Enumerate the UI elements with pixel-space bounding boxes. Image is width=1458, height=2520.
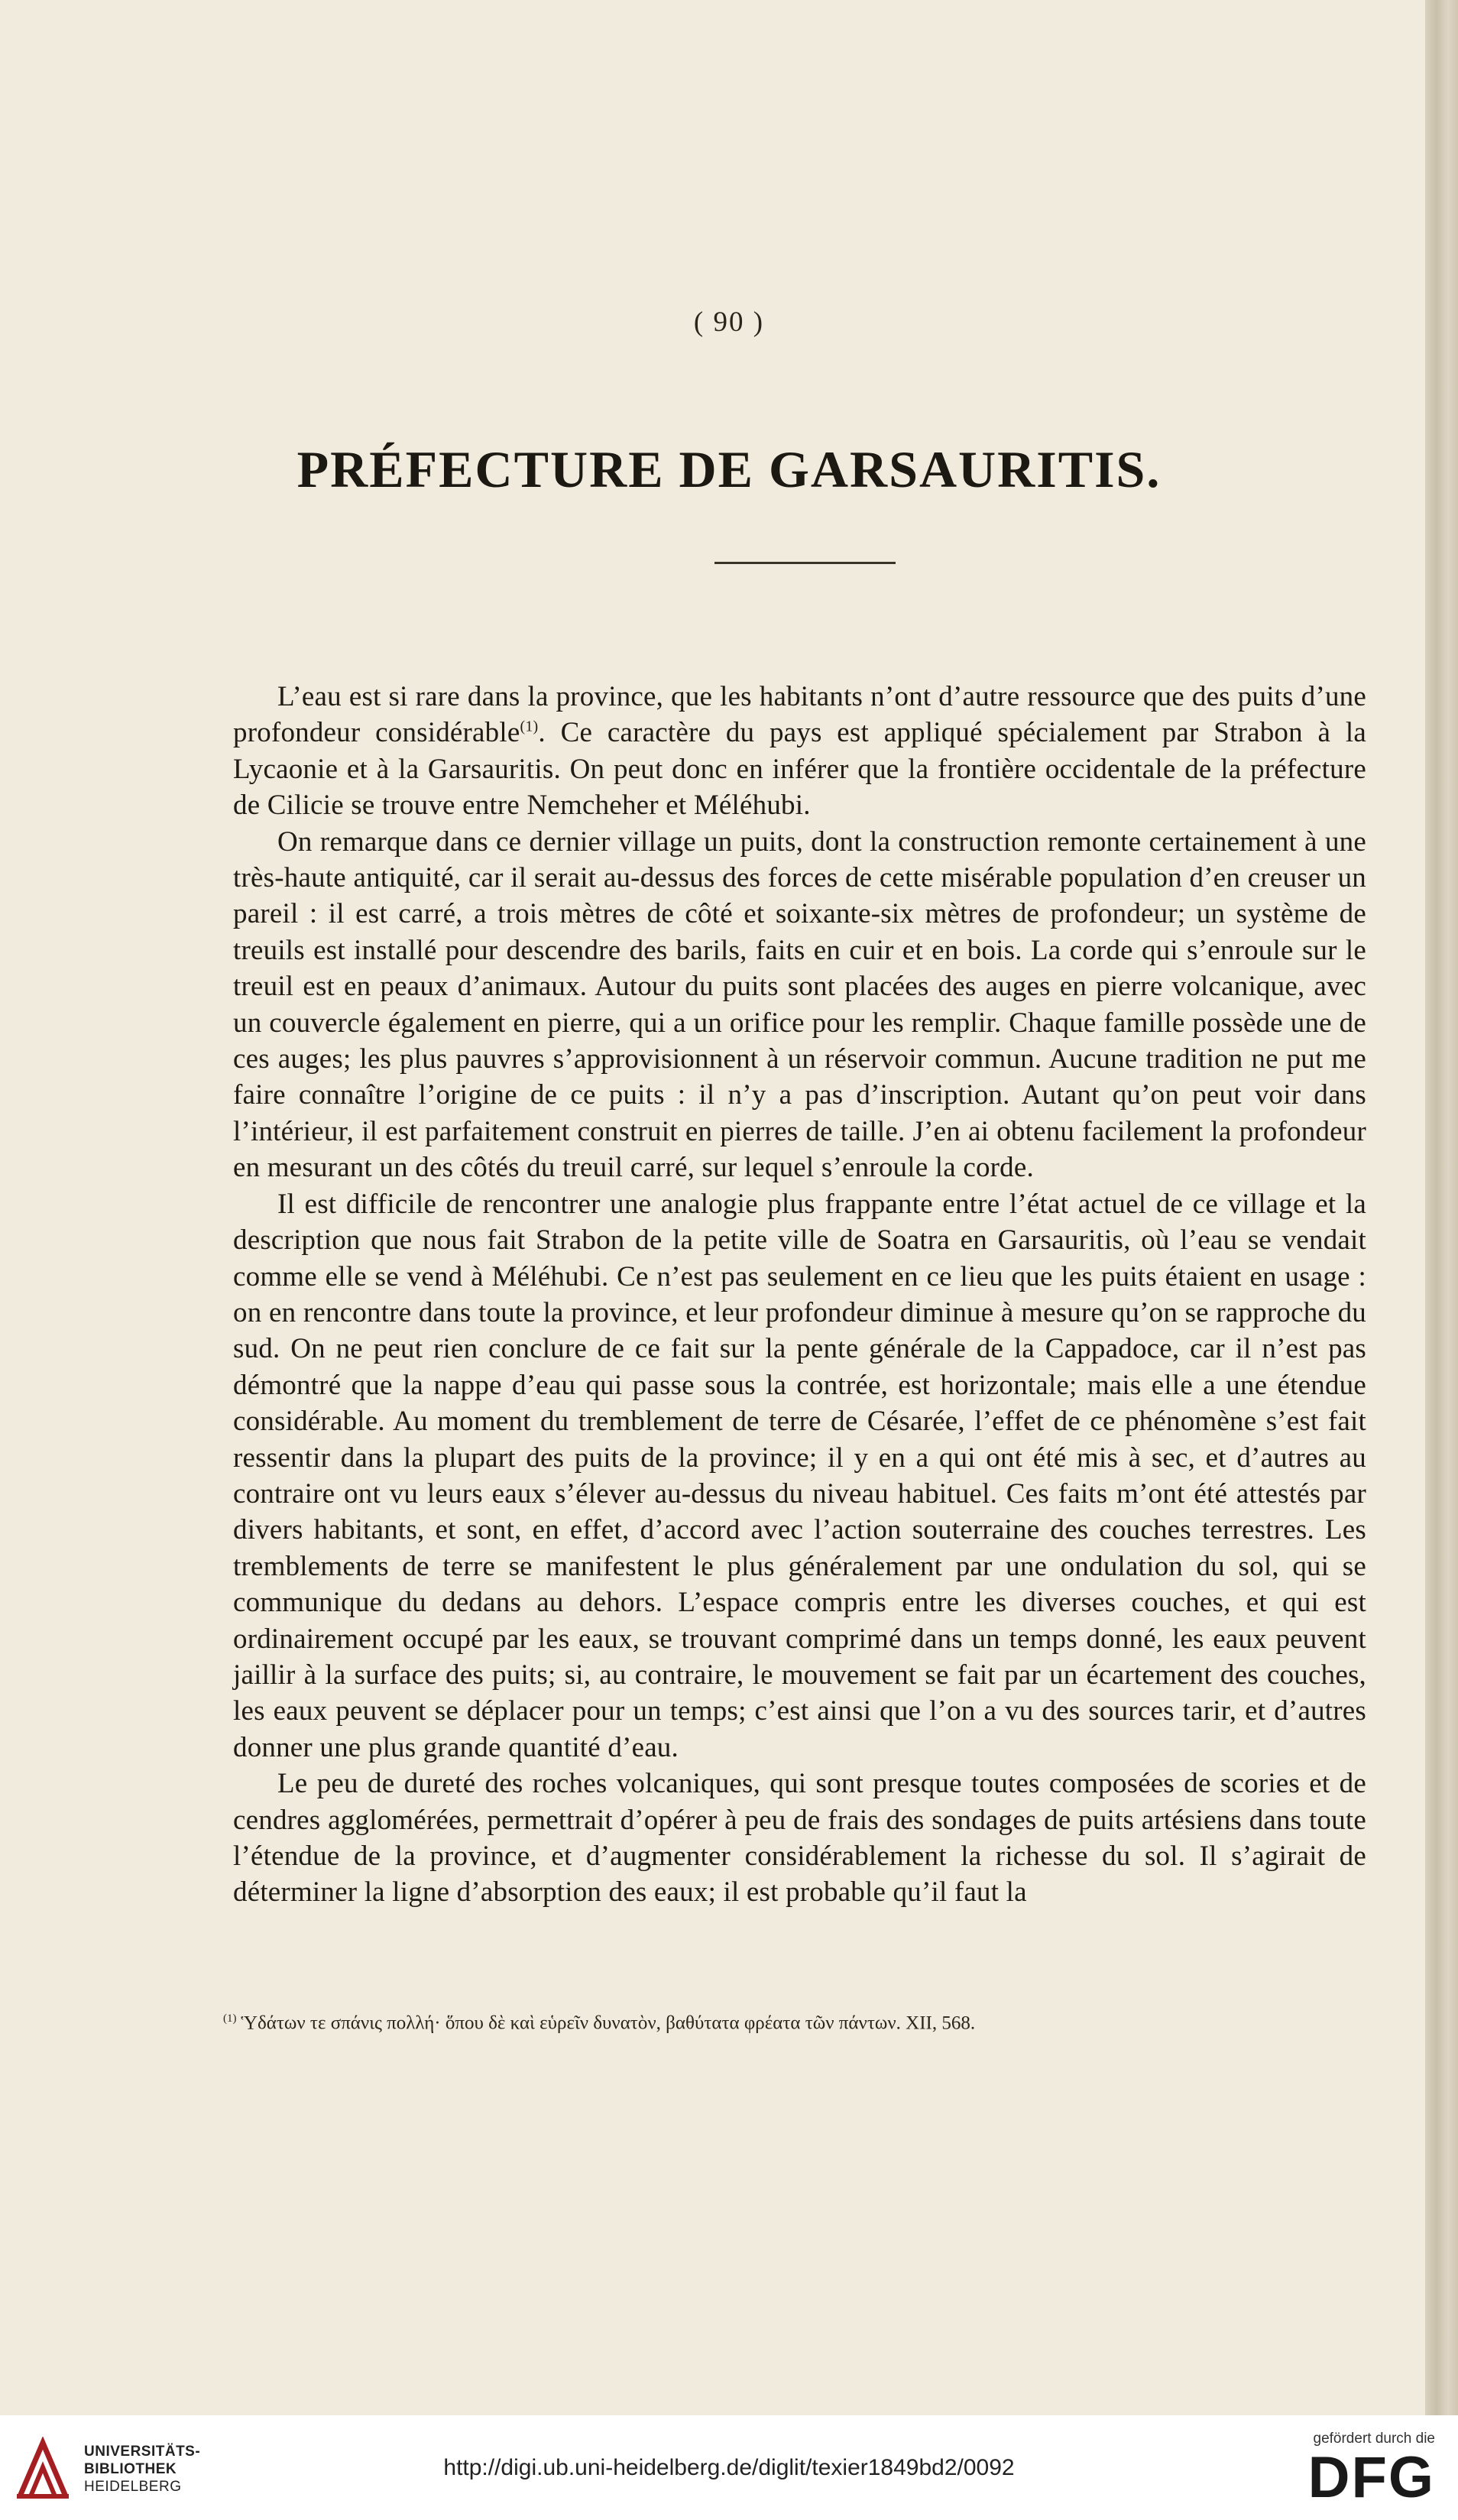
paragraph-1-start: L’eau est si rare dans la province, que les habitants n’ont d’autre ressource que des puits d’une profondeur considérable (233, 681, 1366, 749)
page-title: PRÉFECTURE DE GARSAURITIS. (296, 440, 1162, 498)
body-text (233, 679, 1366, 1911)
paragraph-1-end: . Ce caractère du pays est appliqué spécialement par Strabon à la Lycaonie et à la Garsauritis. On peut donc en inférer que la frontière occidentale de la préfecture de Cilicie se trouve entre Nemcheher et Méléhubi. (233, 717, 1366, 822)
page-number: ( 90 ) (693, 306, 765, 338)
paragraph-2: On remarque dans ce dernier village un puits, dont la construction remonte certainement à une très-haute antiquité, car il serait au-dessus des forces de cette misérable population d’en creuser un pareil : il est carré, a trois mètres de côté et soixante-six mètres de profondeur; un système de treuils est installé pour descendre des barils, faits en cuir et en bois. La corde qui s’enroule sur le treuil est en peaux d’animaux. Autour du puits sont placées des auges en pierre volcanique, avec un couvercle également en pierre, qui a un orifice pour les remplir. Chaque famille possède une de ces auges; les plus pauvres s’approvisionnent à un réservoir commun. Aucune tradition ne put me faire connaître l’origine de ce puits : il n’y a pas d’inscription. Autant qu’on peut voir dans l’intérieur, il est parfaitement construit en pierres de taille. J’en ai obtenu facilement la profondeur en mesurant un des côtés du treuil carré, sur lequel s’enroule la corde. (233, 825, 1366, 1184)
paragraph-1 (233, 679, 1366, 824)
footer-bar (0, 2415, 1458, 2520)
dfg-logo[interactable]: DFG (1307, 2445, 1435, 2510)
sponsor (1282, 2431, 1435, 2510)
footnote (223, 2012, 1369, 2034)
permalink (0, 2455, 1458, 2481)
footnote-marker: (1) (223, 2012, 237, 2025)
library-name-line-2: BIBLIOTHEK (84, 2461, 177, 2477)
page-edge (1425, 0, 1458, 2415)
library-name-line-1: UNIVERSITÄTS- (84, 2444, 201, 2460)
title-divider (714, 562, 896, 564)
paragraph-3: Il est difficile de rencontrer une analogie plus frappante entre l’état actuel de ce village et la description que nous fait Strabon de la petite ville de Soatra en Garsauritis, où l’eau se vendait comme elle se vend à Méléhubi. Ce n’est pas seulement en ce lieu que les puits étaient en usage : on en rencontre dans toute la province, et leur profondeur diminue à mesure qu’on se rapproche du sud. On ne peut rien conclure de ce fait sur la pente générale de la Cappadoce, car il n’est pas démontré que la nappe d’eau qui passe sous la contrée, est horizontale; mais elle a une étendue considérable. Au moment du tremblement de terre de Césarée, l’effet de ce phénomène s’est fait ressentir dans la plupart des puits de la province; il y en a qui ont été mis à sec, et d’autres au contraire ont vu leurs eaux s’élever au-dessus du niveau habituel. Ces faits m’ont été attestés par divers habitants, et sont, en effet, d’accord avec l’action souterraine des couches terrestres. Les tremblements de terre se manifestent le plus généralement par une ondulation du sol, qui se communique du dedans au dehors. L’espace compris entre les diverses couches, et qui est ordinairement occupé par les eaux, se trouvant comprimé dans un temps donné, les eaux peuvent jaillir à la surface des puits; si, au contraire, le mouvement se fait par un écartement des couches, les eaux peuvent se déplacer pour un temps; c’est ainsi que l’on a vu des sources tarir, et d’autres donner une plus grande quantité d’eau. (233, 1188, 1366, 1763)
footnote-text: Ὑδάτων τε σπάνις πολλή· ὅπου δὲ καὶ εὑρεῖν δυνατὸν, βαθύτατα φρέατα τῶν πάντων. XII, 568. (241, 2012, 976, 2034)
paragraph-4: Le peu de dureté des roches volcaniques, qui sont presque toutes composées de scories et de cendres agglomérées, permettrait d’opérer à peu de frais des sondages de puits artésiens dans toute l’étendue de la province, et d’augmenter considérablement la richesse du sol. Il s’agirait de déterminer la ligne d’absorption des eaux; il est probable qu’il faut la (233, 1768, 1366, 1909)
library-name-line-3: HEIDELBERG (84, 2479, 182, 2495)
sponsor-label: gefördert durch die (1313, 2431, 1435, 2447)
permalink-link[interactable]: http://digi.ub.uni-heidelberg.de/diglit/texier1849bd2/0092 (443, 2455, 1015, 2480)
footnote-reference: (1) (520, 718, 539, 736)
